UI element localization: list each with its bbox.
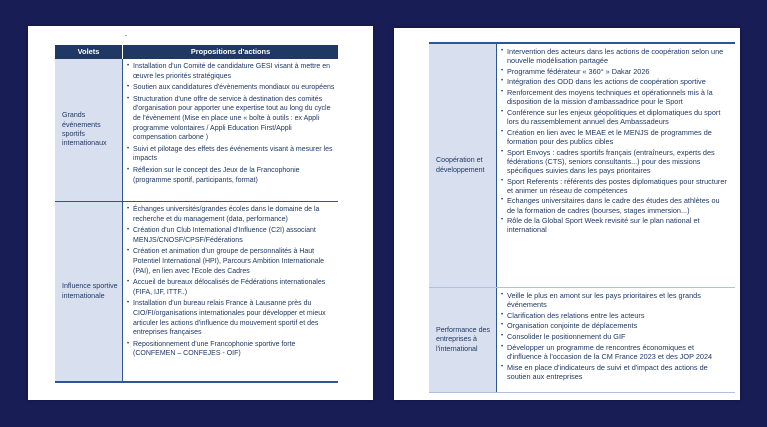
action-item [127, 299, 335, 337]
action-item [501, 216, 727, 234]
actions-list [123, 202, 338, 381]
action-item [501, 311, 727, 320]
action-item [127, 83, 335, 93]
action-text: Sport Referents : référents des postes diplomatiques pour structurer et animer un réseau de compétences [507, 176, 727, 195]
volet-label: Coopération et développement [429, 44, 497, 287]
action-item [501, 291, 727, 309]
action-text: Installation d'un Comité de candidature GESI visant à mettre en œuvre les priorités stratégiques [133, 63, 331, 80]
bullet-icon: • [501, 292, 504, 298]
volets-table-page2 [429, 42, 735, 393]
action-item [127, 340, 335, 359]
action-text: Programme fédérateur « 360° » Dakar 2026 [507, 66, 650, 76]
action-item [127, 247, 335, 276]
action-item [501, 88, 727, 106]
action-item [501, 343, 727, 361]
actions-list [497, 288, 735, 392]
action-item [127, 62, 335, 81]
table-header-row [55, 45, 338, 59]
action-text: Consolider le positionnement du GIF [507, 332, 626, 342]
action-item [501, 47, 727, 65]
header-propositions: Propositions d'actions [190, 47, 271, 56]
action-text: Organisation conjointe de déplacements [507, 321, 638, 331]
action-item [127, 226, 335, 245]
action-text: Structuration d'une offre de service à destination des comités d'organisation pour apporter une expertise tout au long du cycle de l'évènement (Mise en place une « boîte à outils : ex Appli programme volontaires / Appli Education First/Appli compensation carbone ) [133, 95, 331, 142]
action-item [501, 332, 727, 341]
actions-list [497, 44, 735, 287]
document-page-2 [394, 28, 740, 400]
bullet-icon: • [501, 197, 504, 204]
action-item [127, 95, 335, 143]
action-text: Réflexion sur le concept des Jeux de la Francophonie (programme sportif, participants, format) [133, 166, 300, 184]
action-item [501, 67, 727, 76]
bullet-icon: • [501, 363, 504, 370]
volet-label: Grands événements sportifs internationaux [55, 59, 123, 201]
bullet-icon: • [127, 84, 130, 91]
volet-label: Performance des entreprises à l'international [429, 288, 497, 392]
action-text: Création d'un Club International d'Influence (C2I) associant MENJS/CNOSF/CPSF/Fédérations [133, 227, 316, 244]
action-item [501, 321, 727, 330]
stray-mark: - [125, 33, 127, 39]
action-text: Intégration des ODD dans les actions de coopération sportive [507, 77, 706, 87]
action-text: Renforcement des moyens techniques et opérationnels mis à la disposition de la mission d'ambassadrice pour le Sport [507, 88, 713, 107]
table-row [429, 287, 735, 392]
actions-list [123, 59, 338, 201]
action-text: Mise en place d'indicateurs de suivi et d'impact des actions de soutien aux entreprises [507, 362, 708, 381]
bullet-icon: • [501, 128, 504, 135]
bullet-icon: • [501, 322, 504, 329]
action-text: Rôle de la Global Sport Week revisité sur le plan national et international [507, 216, 700, 235]
bullet-icon: • [501, 343, 504, 350]
bullet-icon: • [501, 78, 504, 85]
bullet-icon: • [501, 333, 504, 340]
bullet-icon: • [127, 63, 130, 69]
action-text: Création en lien avec le MEAE et le MENJS de programmes de formation pour des publics cibles [507, 127, 712, 146]
bullet-icon: • [501, 108, 504, 115]
action-text: Création et animation d'un groupe de personnalités à Haut Potentiel International (HPI), Parcours Ambition Internationale (PAI), en lien avec l'Ecole des Cadres [133, 248, 325, 275]
bullet-icon: • [501, 148, 504, 155]
action-item [501, 177, 727, 195]
action-text: Échanges universités/grandes écoles dans le domaine de la recherche et du management (data, performance) [133, 206, 320, 223]
bullet-icon: • [127, 300, 130, 307]
document-page-1 [28, 26, 373, 400]
bullet-icon: • [127, 279, 130, 286]
action-item [501, 77, 727, 86]
bullet-icon: • [127, 166, 130, 173]
bullet-icon: • [501, 89, 504, 96]
action-text: Accueil de bureaux délocalisés de Fédérations internationales (FIFA, IJF, ITTF..) [133, 279, 326, 296]
action-text: Sport Envoys : cadres sportifs français (entraîneurs, experts des fédérations (CTS), seniors consultants...) pour des missions spécifiques suivies dans les pays prioritaires [507, 147, 715, 175]
table-row [55, 59, 338, 201]
action-text: Installation d'un bureau relais France à Lausanne près du CIO/FI/organisations internationales pour développer et mieux articuler les actions d'influence du mouvement sportif et des entreprises françaises [133, 300, 326, 337]
action-item [501, 196, 727, 214]
table-row [429, 44, 735, 287]
action-text: Veille le plus en amont sur les pays prioritaires et les grands événements [507, 291, 701, 310]
action-item [127, 166, 335, 185]
action-item [127, 145, 335, 164]
action-text: Soutien aux candidatures d'évènements mondiaux ou européens [133, 84, 335, 92]
action-text: Echanges universitaires dans le cadre des études des athlètes ou de la formation de cadres (bourses, stages immersion...) [507, 196, 720, 215]
bullet-icon: • [501, 311, 504, 318]
bullet-icon: • [501, 177, 504, 184]
bullet-icon: • [127, 95, 130, 102]
bullet-icon: • [127, 248, 130, 255]
bullet-icon: • [501, 67, 504, 74]
volets-table-page1 [55, 45, 338, 383]
bullet-icon: • [501, 217, 504, 224]
action-item [501, 148, 727, 175]
action-text: Intervention des acteurs dans les actions de coopération selon une nouvelle modélisation partagée [507, 47, 724, 66]
action-text: Conférence sur les enjeux géopolitiques et diplomatiques du sport lors du rassemblement annuel des Ambassadeurs [507, 107, 721, 127]
table-row [55, 201, 338, 381]
action-text: Suivi et pilotage des effets des événements visant à mesurer les impacts [133, 145, 333, 163]
header-volets: Volets [55, 45, 123, 59]
action-text: Développer un programme de rencontres économiques et d'influence à l'occasion de la CM France 2023 et des JOP 2024 [507, 342, 713, 361]
action-item [127, 278, 335, 297]
bullet-icon: • [127, 340, 130, 347]
action-item [501, 363, 727, 381]
action-item [501, 128, 727, 146]
bullet-icon: • [501, 48, 504, 54]
action-text: Clarification des relations entre les acteurs [507, 310, 645, 320]
action-item [501, 108, 727, 126]
bullet-icon: • [127, 206, 130, 212]
volet-label: Influence sportive internationale [55, 202, 123, 381]
action-item [127, 205, 335, 224]
bullet-icon: • [127, 227, 130, 234]
bullet-icon: • [127, 145, 130, 152]
action-text: Repositionnement d'une Francophonie sportive forte (CONFEMEN – CONFEJES - OIF) [133, 340, 296, 358]
